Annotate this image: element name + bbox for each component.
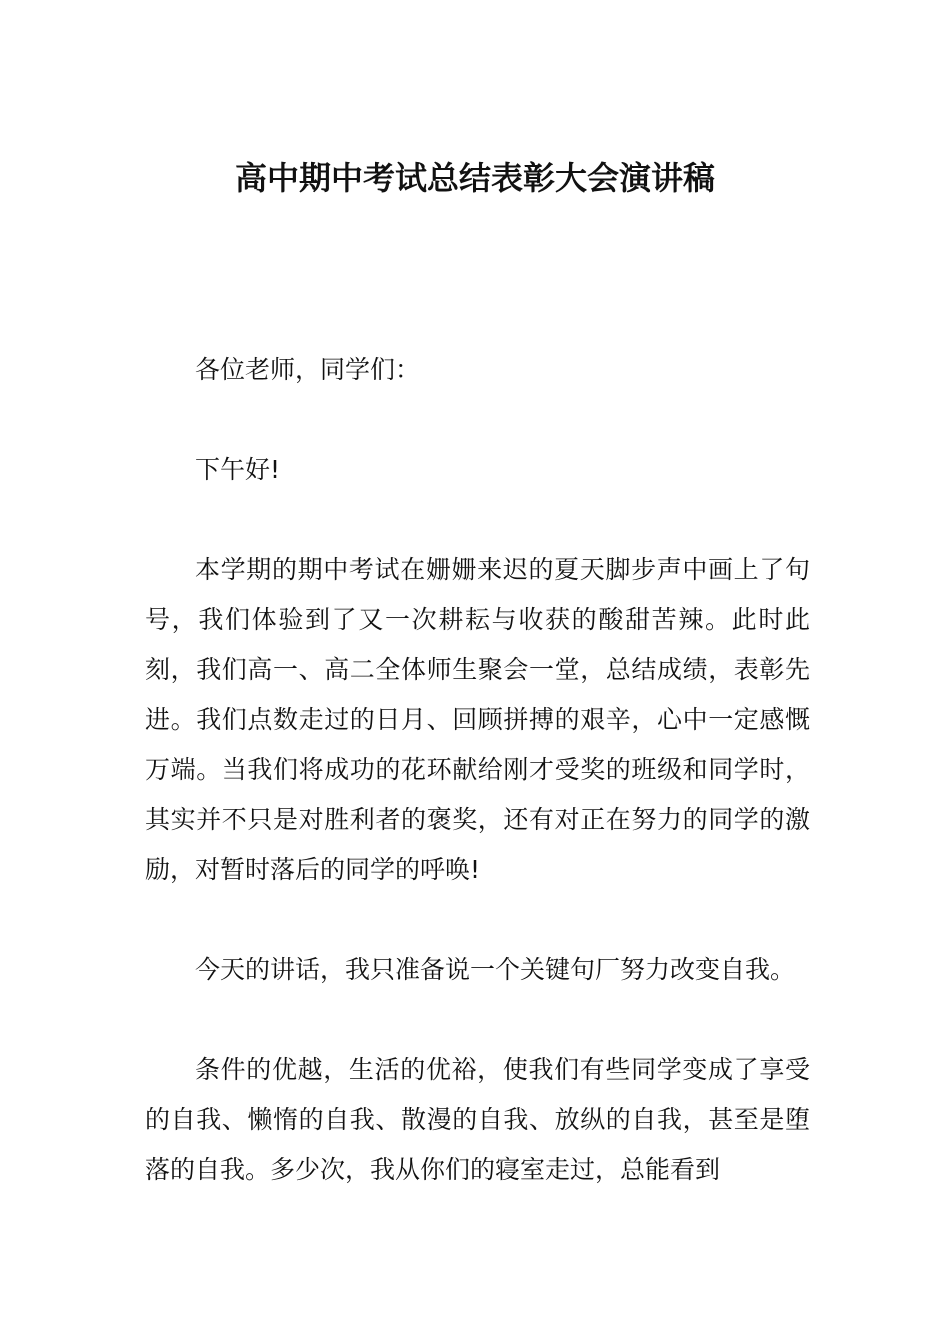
greeting-paragraph: 下午好! <box>195 455 281 484</box>
salutation-paragraph: 各位老师，同学们： <box>195 355 421 384</box>
document-title: 高中期中考试总结表彰大会演讲稿 <box>234 159 715 197</box>
body-paragraph: 条件的优越，生活的优裕，使我们有些同学变成了享受的自我、懒惰的自我、散漫的自我、放纵的自我，甚至是堕落的自我。多少次，我从你们的寝室走过，总能看到 <box>145 1055 810 1184</box>
body-paragraph: 本学期的期中考试在姗姗来迟的夏天脚步声中画上了句号，我们体验到了又一次耕耘与收获的酸甜苦辣。此时此刻，我们高一、高二全体师生聚会一堂，总结成绩，表彰先进。我们点数走过的日月、回顾拼搏的艰辛，心中一定感慨万端。当我们将成功的花环献给刚才受奖的班级和同学时，其实并不只是对胜利者的褒奖，还有对正在努力的同学的激励，对暂时落后的同学的呼唤! <box>145 555 810 884</box>
body-paragraph: 今天的讲话，我只准备说一个关键句厂努力改变自我。 <box>195 955 796 984</box>
